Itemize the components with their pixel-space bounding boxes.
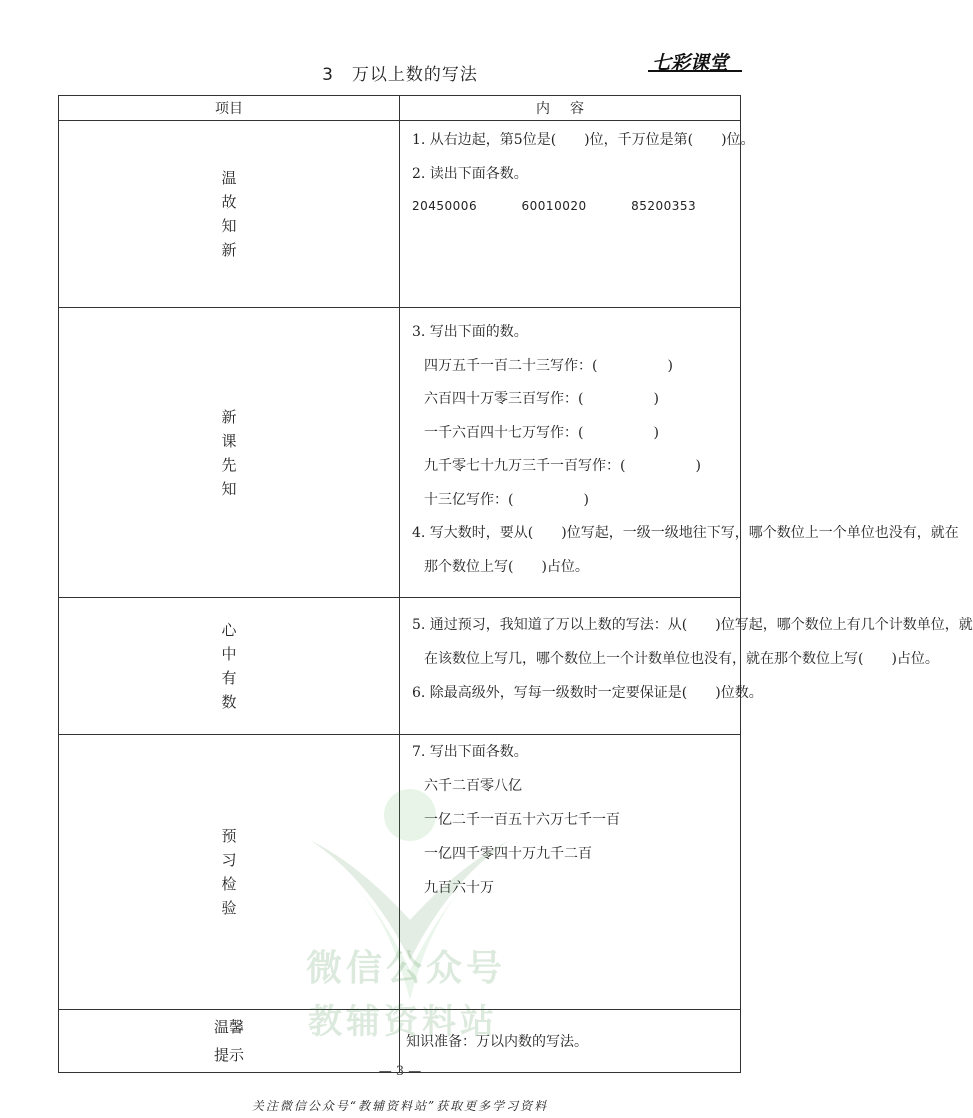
page-number: — 3 — bbox=[378, 1064, 422, 1079]
number-2: 60010020 bbox=[521, 199, 587, 213]
watermark-text-2: 教辅资料站 bbox=[308, 1002, 498, 1042]
section-label: 温故知新 bbox=[59, 121, 400, 308]
question-1: 1. 从右边起，第5位是( )位，千万位是第( )位。 bbox=[412, 132, 755, 148]
header-item: 项目 bbox=[59, 96, 400, 121]
fill-line: 九千零七十九万三千一百写作：( ) bbox=[424, 458, 701, 474]
question-5-cont: 在该数位上写几，哪个数位上一个计数单位也没有，就在那个数位上写( )占位。 bbox=[424, 651, 939, 667]
question-7: 7. 写出下面各数。 bbox=[412, 744, 528, 760]
fill-line: 一千六百四十七万写作：( ) bbox=[424, 424, 659, 441]
header-content: 内容 bbox=[400, 96, 741, 121]
number-1: 20450006 bbox=[412, 199, 478, 213]
section-label: 温馨提示 bbox=[59, 1010, 400, 1073]
item-line: 一亿四千零四十万九千二百 bbox=[424, 846, 592, 862]
table-header-row bbox=[59, 96, 741, 121]
fill-line: 十三亿写作：( ) bbox=[424, 491, 589, 508]
item-line: 一亿二千一百五十六万七千一百 bbox=[424, 812, 620, 828]
section-row-review bbox=[59, 121, 741, 308]
section-content bbox=[400, 308, 959, 598]
item-line: 九百六十万 bbox=[424, 880, 494, 896]
number-list bbox=[412, 191, 730, 221]
brand-logo: 七彩课堂 bbox=[652, 52, 729, 74]
question-4-cont: 那个数位上写( )占位。 bbox=[424, 558, 589, 575]
section-label: 心中有数 bbox=[59, 598, 400, 735]
section-content bbox=[400, 121, 755, 308]
section-row-new-lesson bbox=[59, 308, 741, 598]
worksheet-table bbox=[58, 95, 973, 1073]
section-row-summary bbox=[59, 598, 741, 735]
question-3: 3. 写出下面的数。 bbox=[412, 324, 528, 340]
tip-text: 知识准备：万以内数的写法。 bbox=[406, 1034, 588, 1050]
question-4: 4. 写大数时，要从( )位写起，一级一级地往下写，哪个数位上一个单位也没有，就在 bbox=[412, 525, 959, 541]
fill-line: 四万五千一百二十三写作：( ) bbox=[424, 357, 673, 374]
watermark-text-1: 微信公众号 bbox=[306, 948, 507, 989]
fill-line: 六百四十万零三百写作：( ) bbox=[424, 391, 659, 407]
question-2: 2. 读出下面各数。 bbox=[412, 166, 528, 182]
section-label: 新课先知 bbox=[59, 308, 400, 598]
page-title: 3 万以上数的写法 bbox=[322, 65, 478, 85]
footer-note: 关注微信公众号“教辅资料站”获取更多学习资料 bbox=[251, 1099, 549, 1113]
question-5: 5. 通过预习，我知道了万以上数的写法：从( )位写起，哪个数位上有几个计数单位，就 bbox=[412, 617, 973, 633]
number-3: 85200353 bbox=[631, 199, 697, 213]
question-6: 6. 除最高级外，写每一级数时一定要保证是( )位数。 bbox=[412, 685, 763, 701]
section-label: 预习检验 bbox=[59, 735, 400, 1010]
section-content bbox=[400, 598, 973, 735]
item-line: 六千二百零八亿 bbox=[424, 778, 522, 794]
